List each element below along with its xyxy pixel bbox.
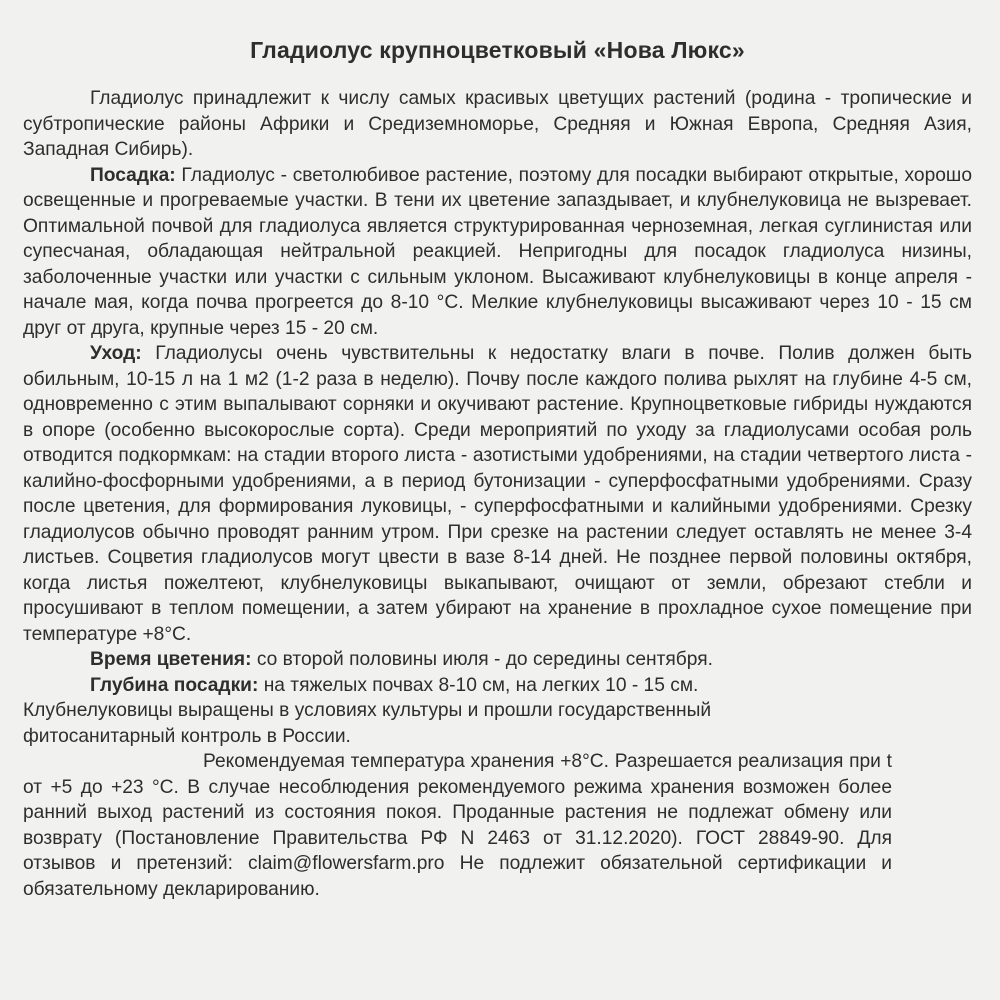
planting-label: Посадка: bbox=[90, 164, 176, 186]
depth-paragraph bbox=[23, 673, 972, 699]
bloom-paragraph bbox=[23, 647, 972, 673]
bloom-label: Время цветения: bbox=[90, 649, 252, 670]
control-paragraph: Клубнелуковицы выращены в условиях культуры и прошли государственный фитосанитарный контроль в России. bbox=[23, 700, 712, 747]
page-title: Гладиолус крупноцветковый «Нова Люкс» bbox=[250, 37, 745, 63]
depth-text: на тяжелых почвах 8-10 см, на легких 10 - 15 см. bbox=[258, 674, 699, 696]
care-text: Гладиолусы очень чувствительны к недостатку влаги в почве. Полив должен быть обильным, 10-15 л на 1 м2 (1-2 раза в неделю). Почву после каждого полива рыхлят на глубине 4-5 см, одновременно с этим выпалывают сорняки и окучивают растение. Крупноцветковые гибриды нуждаются в опоре (особенно высокорослые сорта). Среди мероприятий по уходу за гладиолусами особая роль отводится подкормкам: на стадии второго листа - азотистыми удобрениями, на стадии четвертого листа - калийно-фосфорными удобрениями, а в период бутонизации - суперфосфатными удобрениями. Сразу после цветения, для формирования луковицы, - суперфосфатными и калийными удобрениями. Срезку гладиолусов обычно проводят ранним утром. При срезке на растении следует оставлять не менее 3-4 листьев. Соцветия гладиолусов могут цвести в вазе 8-14 дней. Не позднее первой половины октября, когда листья пожелтеют, клубнелуковицы выкапывают, очищают от земли, обрезают стебли и просушивают в теплом помещении, а затем убирают на хранение в прохладное сухое помещение при температуре +8°С. bbox=[23, 343, 972, 645]
storage-notice: Рекомендуемая температура хранения +8°С. Разрешается реализация при t от +5 до +23 °С. В случае несоблюдения рекомендуемого режима хранения возможен более ранний выход растений из состояния покоя. Проданные растения не подлежат обмену или возврату (Постановление Правительства РФ N 2463 от 31.12.2020). ГОСТ 28849-90. Для отзывов и претензий: claim@flowersfarm.pro Не подлежит обязательной сертификации и обязательному декларированию. bbox=[23, 751, 892, 900]
care-paragraph bbox=[23, 341, 972, 647]
intro-paragraph: Гладиолус принадлежит к числу самых красивых цветущих растений (родина - тропические и субтропические районы Африки и Средиземноморье, Средняя и Южная Европа, Средняя Азия, Западная Сибирь). bbox=[23, 88, 972, 160]
bloom-text: со второй половины июля - до середины сентября. bbox=[251, 649, 713, 670]
depth-label: Глубина посадки: bbox=[90, 674, 259, 696]
planting-paragraph bbox=[23, 163, 972, 342]
care-label: Уход: bbox=[90, 343, 142, 364]
planting-text: Гладиолус - светолюбивое растение, поэтому для посадки выбирают открытые, хорошо освещенные и прогреваемые участки. В тени их цветение запаздывает, и клубнелуковица не вызревает. Оптимальной почвой для гладиолуса является структурированная черноземная, легкая суглинистая или супесчаная, обладающая нейтральной реакцией. Непригодны для посадок гладиолуса низины, заболоченные участки или участки с сильным уклоном. Высаживают клубнелуковицы в конце апреля - начале мая, когда почва прогреется до 8-10 °С. Мелкие клубнелуковицы высаживают через 10 - 15 см друг от друга, крупные через 15 - 20 см. bbox=[23, 164, 972, 339]
